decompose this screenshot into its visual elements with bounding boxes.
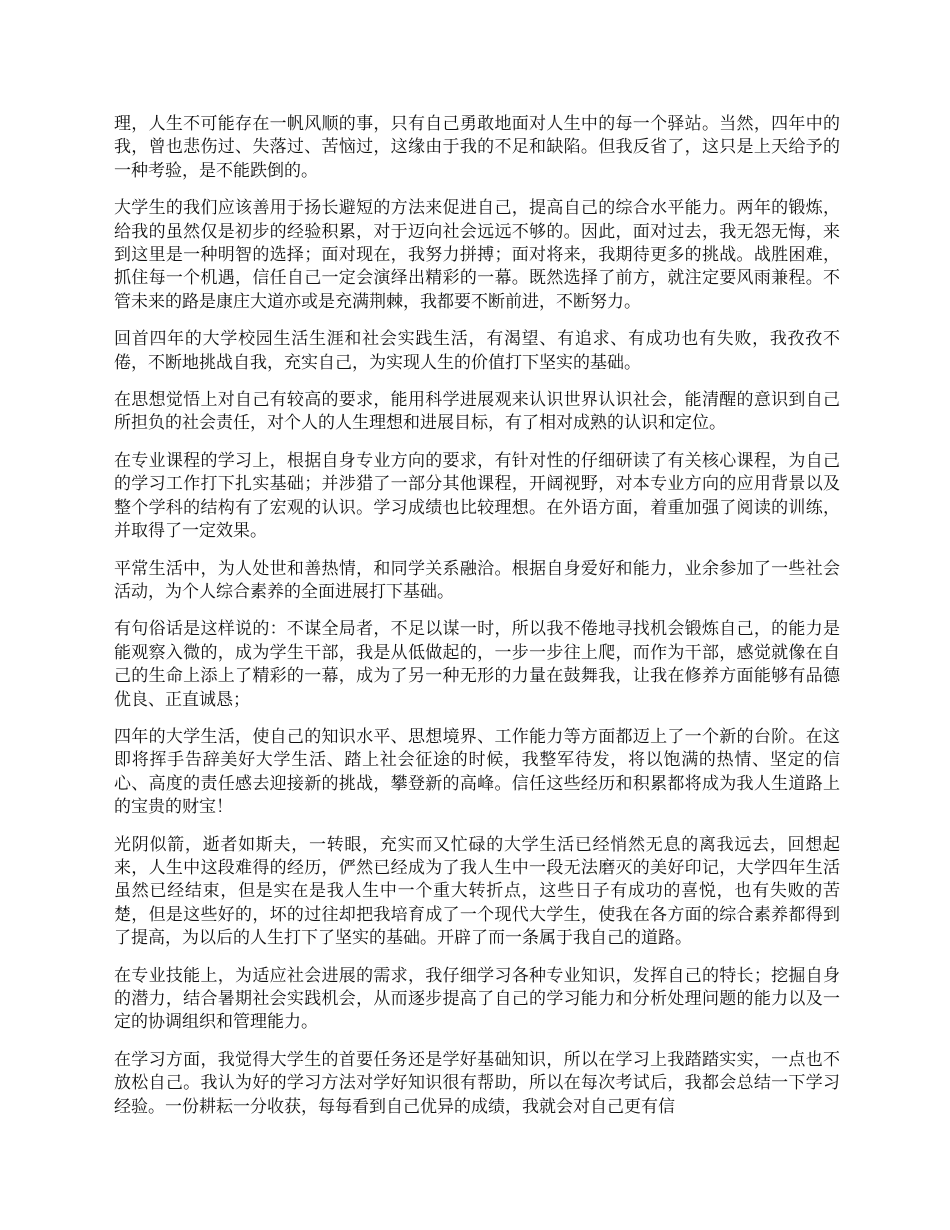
paragraph: 在学习方面，我觉得大学生的首要任务还是学好基础知识，所以在学习上我踏踏实实，一点也不放松自己。我认为好的学习方法对学好知识很有帮助，所以在每次考试后，我都会总结一下学习经验。一份耕耘一分收获，每每看到自己优异的成绩，我就会对自己更有信 bbox=[114, 1049, 840, 1117]
paragraph: 有句俗话是这样说的：不谋全局者，不足以谋一时，所以我不倦地寻找机会锻炼自己，的能力是能观察入微的，成为学生干部，我是从低做起的，一步一步往上爬，而作为干部，感觉就像在自己的生命上添上了精彩的一幕，成为了另一种无形的力量在鼓舞我，让我在修养方面能够有品德优良、正直诚恳； bbox=[114, 619, 840, 710]
paragraph: 平常生活中，为人处世和善热情，和同学关系融洽。根据自身爱好和能力，业余参加了一些社会活动，为个人综合素养的全面进展打下基础。 bbox=[114, 558, 840, 602]
paragraph: 四年的大学生活，使自己的知识水平、思想境界、工作能力等方面都迈上了一个新的台阶。在这即将挥手告辞美好大学生活、踏上社会征途的时候，我整军待发，将以饱满的热情、坚定的信心、高度的责任感去迎接新的挑战，攀登新的高峰。信任这些经历和积累都将成为我人生道路上的宝贵的财宝！ bbox=[114, 726, 840, 818]
paragraph: 理，人生不可能存在一帆风顺的事，只有自己勇敢地面对人生中的每一个驿站。当然，四年中的我，曾也悲伤过、失落过、苦恼过，这缘由于我的不足和缺陷。但我反省了，这只是上天给予的一种考验，是不能跌倒的。 bbox=[114, 114, 840, 181]
paragraph: 在专业课程的学习上，根据自身专业方向的要求，有针对性的仔细研读了有关核心课程，为自己的学习工作打下扎实基础；并涉猎了一部分其他课程，开阔视野，对本专业方向的应用背景以及整个学科的结构有了宏观的认识。学习成绩也比较理想。在外语方面，着重加强了阅读的训练，并取得了一定效果。 bbox=[114, 450, 840, 542]
paragraph: 光阴似箭，逝者如斯夫，一转眼，充实而又忙碌的大学生活已经悄然无息的离我远去，回想起来，人生中这段难得的经历，俨然已经成为了我人生中一段无法磨灭的美好印记，大学四年生活虽然已经结束，但是实在是我人生中一个重大转折点，这些日子有成功的喜悦，也有失败的苦楚，但是这些好的，坏的过往却把我培育成了一个现代大学生，使我在各方面的综合素养都得到了提高，为以后的人生打下了坚实的基础。开辟了而一条属于我自己的道路。 bbox=[114, 834, 840, 949]
paragraph: 回首四年的大学校园生活生涯和社会实践生活，有渴望、有追求、有成功也有失败，我孜孜不倦，不断地挑战自我，充实自己，为实现人生的价值打下坚实的基础。 bbox=[114, 329, 840, 373]
paragraph: 在思想觉悟上对自己有较高的要求，能用科学进展观来认识世界认识社会，能清醒的意识到自己所担负的社会责任，对个人的人生理想和进展目标，有了相对成熟的认识和定位。 bbox=[114, 390, 840, 434]
paragraph: 大学生的我们应该善用于扬长避短的方法来促进自己，提高自己的综合水平能力。两年的锻炼，给我的虽然仅是初步的经验积累，对于迈向社会远远不够的。因此，面对过去，我无怨无悔，来到这里是一种明智的选择；面对现在，我努力拼搏；面对将来，我期待更多的挑战。战胜困难，抓住每一个机遇，信任自己一定会演绎出精彩的一幕。既然选择了前方，就注定要风雨兼程。不管未来的路是康庄大道亦或是充满荆棘，我都要不断前进，不断努力。 bbox=[114, 198, 840, 312]
paragraph: 在专业技能上，为适应社会进展的需求，我仔细学习各种专业知识，发挥自己的特长；挖掘自身的潜力，结合暑期社会实践机会，从而逐步提高了自己的学习能力和分析处理问题的能力以及一定的协调组织和管理能力。 bbox=[114, 965, 840, 1033]
document-body bbox=[114, 113, 840, 1133]
